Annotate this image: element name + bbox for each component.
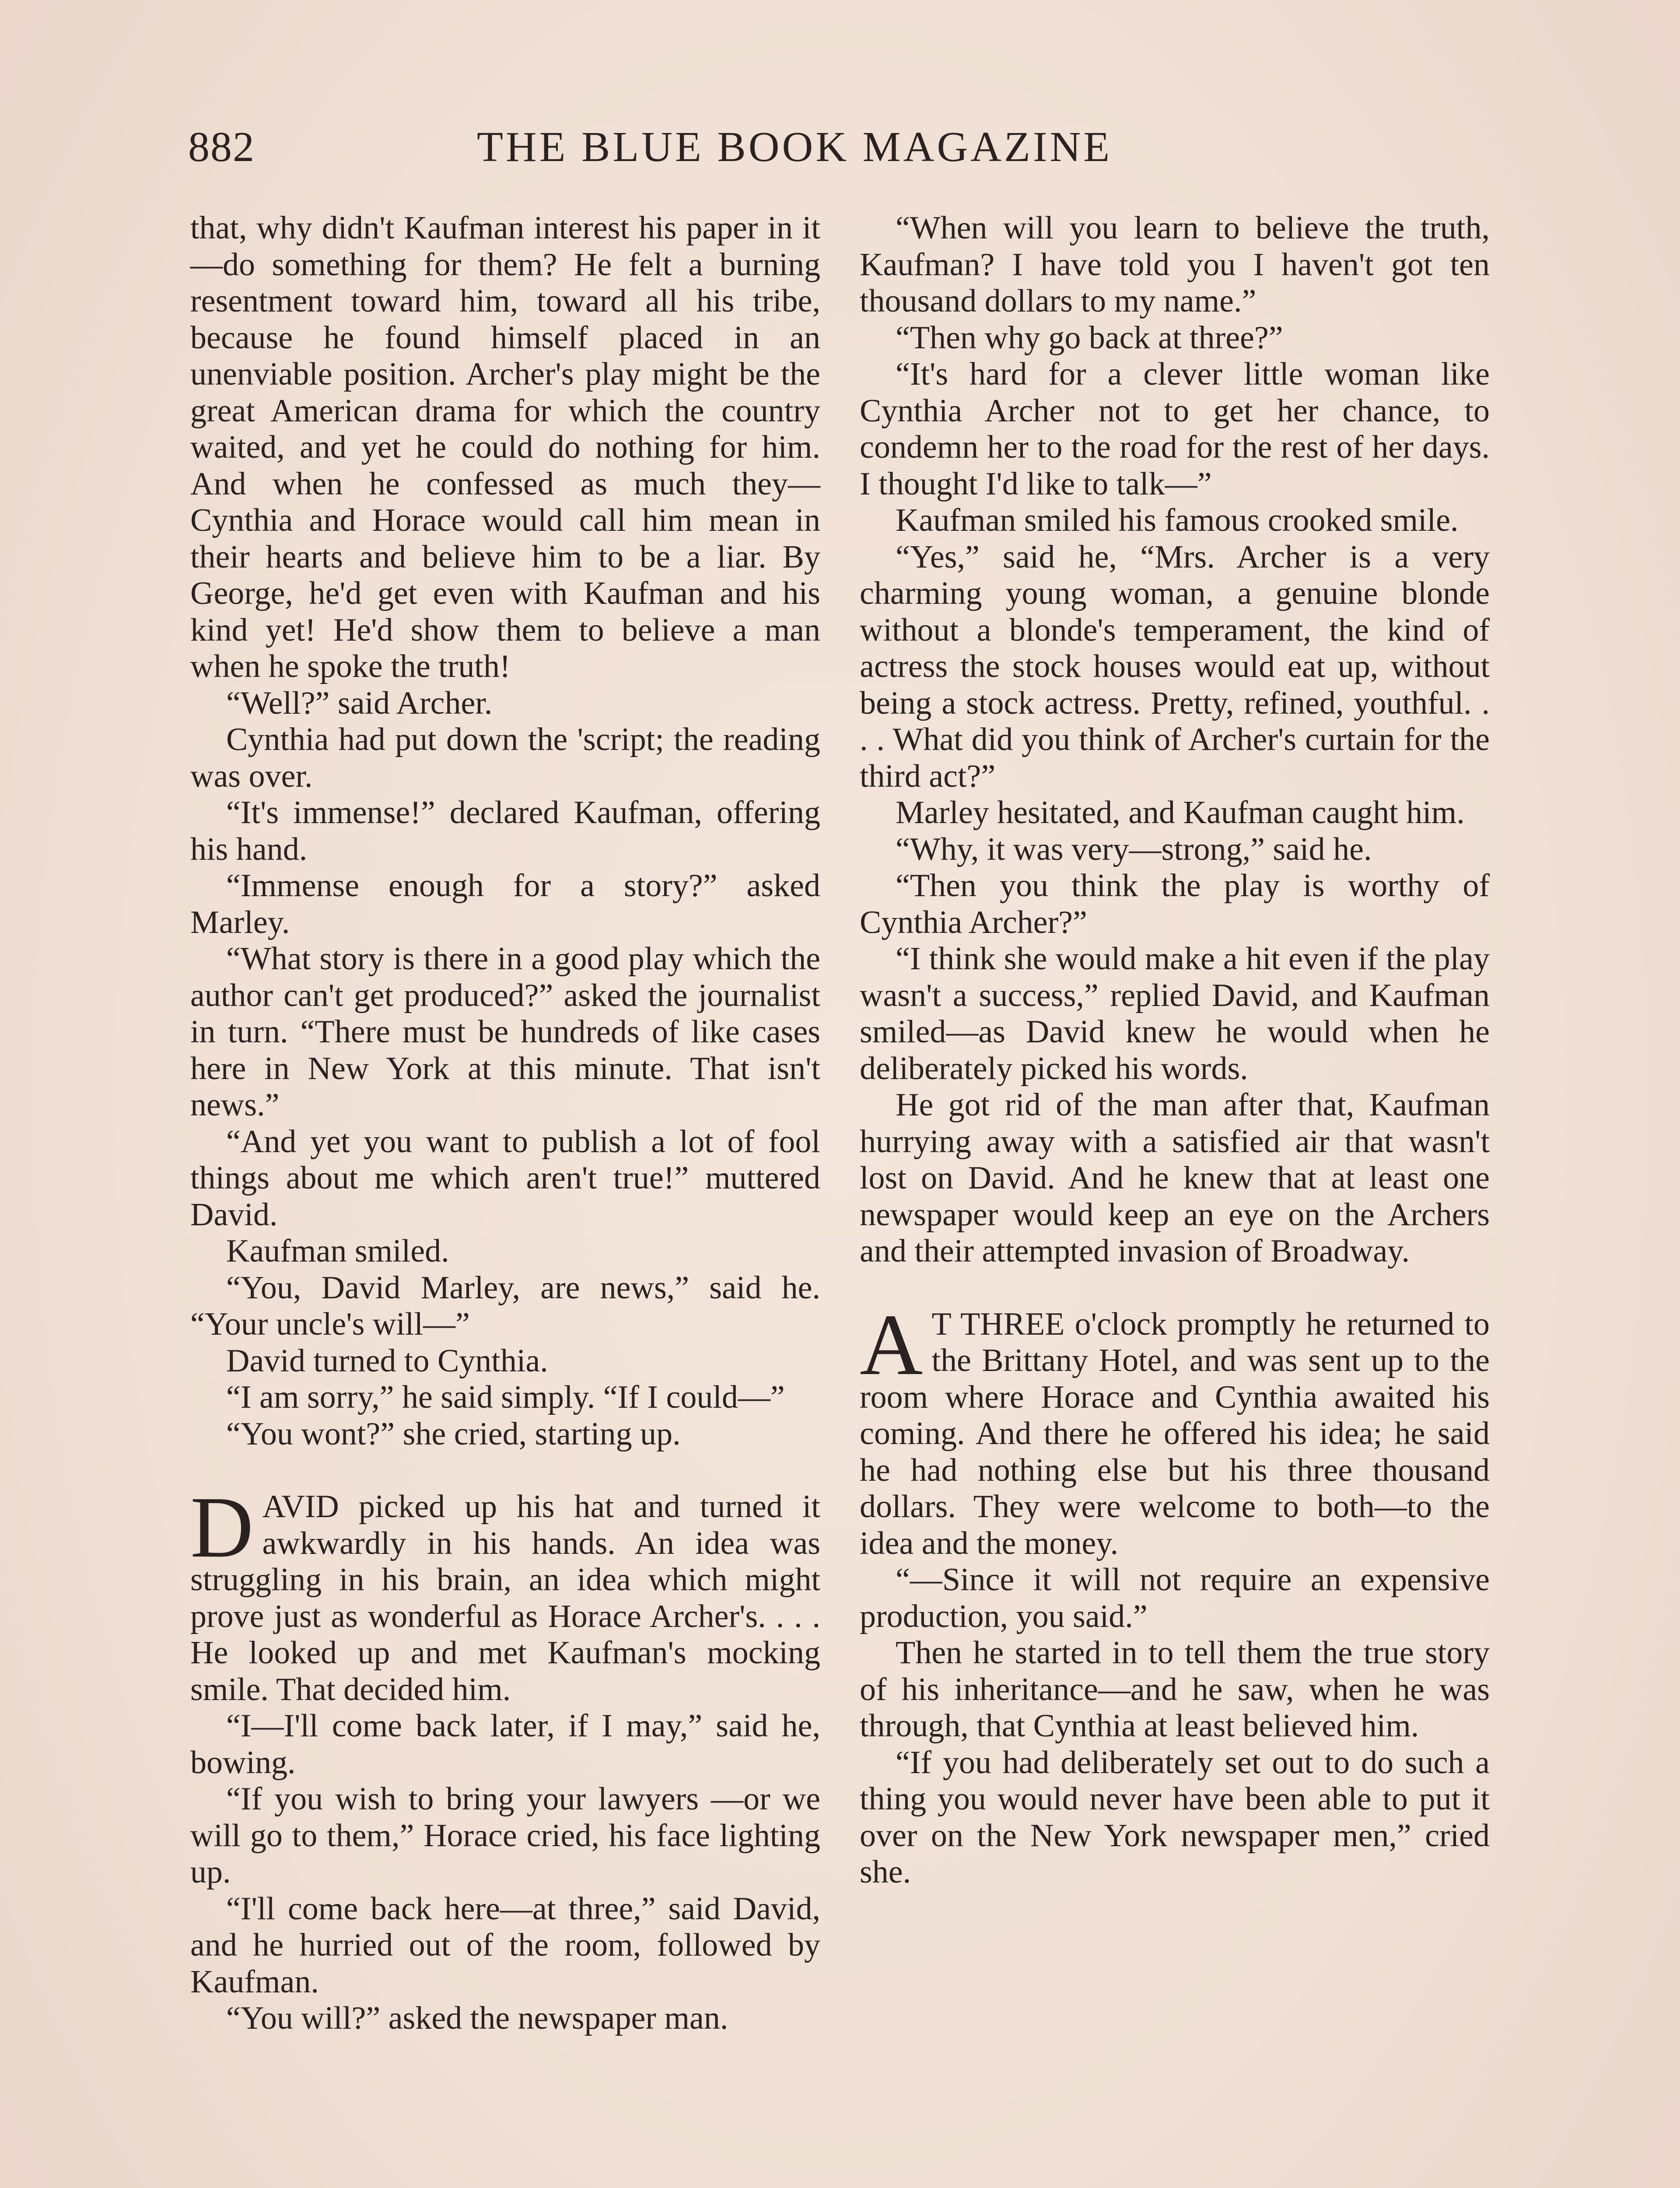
paragraph: “Then why go back at three?”: [896, 319, 1283, 356]
paragraph: Cynthia had put down the 'script; the reading was over.: [190, 722, 820, 794]
paragraph: “Then you think the play is worthy of Cynthia Archer?”: [860, 868, 1490, 940]
paragraph: “You, David Marley, are news,” said he. “Your uncle's will—”: [190, 1269, 820, 1342]
running-head: THE BLUE BOOK MAGAZINE: [477, 123, 1113, 171]
paragraph: “I'll come back here—at three,” said David, and he hurried out of the room, followed by Kaufman.: [190, 1890, 820, 2000]
paragraph: that, why didn't Kaufman interest his paper in it—do something for them? He felt a burning resentment toward him, toward all his tribe, because he found himself placed in an unenviable position. Archer's play might be the great American drama for which the country waited, and yet he could do nothing for him. And when he confessed as much they— Cynthia and Horace would call him mean in their hearts and believe him to be a liar. By George, he'd get even with Kaufman and his kind yet! He'd show them to believe a man when he spoke the truth!: [190, 210, 820, 684]
paragraph: “If you wish to bring your lawyers —or we will go to them,” Horace cried, his face lighting up.: [190, 1781, 820, 1890]
section-paragraph: [860, 1296, 1490, 1562]
paragraph: “I—I'll come back later, if I may,” said he, bowing.: [190, 1708, 820, 1781]
paragraph: He got rid of the man after that, Kaufman hurrying away with a satisfied air that wasn't lost on David. And he knew that at least one newspaper would keep an eye on the Archers and their attempted invasion of Broadway.: [860, 1087, 1490, 1269]
drop-cap: A: [860, 1296, 923, 1393]
paragraph: Then he started in to tell them the true story of his inheritance—and he saw, when he was through, that Cynthia at least believed him.: [860, 1635, 1490, 1744]
paragraph: “Yes,” said he, “Mrs. Archer is a very charming young woman, a genuine blonde without a blonde's temperament, the kind of actress the stock houses would eat up, without being a stock actress. Pretty, refined, youthful. . . . What did you think of Archer's curtain for the third act?”: [860, 539, 1490, 794]
paragraph: “It's immense!” declared Kaufman, offering his hand.: [190, 795, 820, 867]
paragraph: David turned to Cynthia.: [226, 1343, 548, 1379]
section-text: AVID picked up his hat and turned it awkwardly in his hands. An idea was struggling in his brain, an idea which might prove just as wonderful as Horace Archer's. . . . He looked up and met Kaufman's mocking smile. That decided him.: [190, 1489, 820, 1708]
paragraph: “And yet you want to publish a lot of fool things about me which aren't true!” muttered David.: [190, 1123, 820, 1233]
paragraph: “When will you learn to believe the truth, Kaufman? I have told you I haven't got ten thousand dollars to my name.”: [860, 210, 1490, 319]
paragraph: Kaufman smiled.: [226, 1233, 449, 1269]
section-text: T THREE o'clock promptly he returned to the Brittany Hotel, and was sent up to the room where Horace and Cynthia awaited his coming. And there he offered his idea; he said he had nothing else but his three thousand dollars. They were welcome to both—to the idea and the money.: [860, 1306, 1490, 1561]
page-header: [188, 118, 1212, 184]
paragraph: “You wont?” she cried, starting up.: [226, 1416, 681, 1452]
drop-cap: D: [190, 1479, 254, 1576]
left-column: [190, 210, 820, 2037]
paragraph: Kaufman smiled his famous crooked smile.: [896, 502, 1459, 538]
paragraph: “You will?” asked the newspaper man.: [226, 2000, 728, 2036]
paragraph: “Well?” said Archer.: [226, 685, 493, 721]
paragraph: “What story is there in a good play which the author can't get produced?” asked the journalist in turn. “There must be hundreds of like cases here in New York at this minute. That isn't news.”: [190, 941, 820, 1123]
paragraph: “—Since it will not require an expensive production, you said.”: [860, 1562, 1490, 1634]
paragraph: “I am sorry,” he said simply. “If I could—”: [226, 1379, 785, 1415]
right-column: [860, 210, 1490, 1891]
paragraph: “Immense enough for a story?” asked Marley.: [190, 868, 820, 940]
paragraph: “I think she would make a hit even if the play wasn't a success,” replied David, and Kaufman smiled—as David knew he would when he deliberately picked his words.: [860, 941, 1490, 1087]
paragraph: “It's hard for a clever little woman like Cynthia Archer not to get her chance, to condemn her to the road for the rest of her days. I thought I'd like to talk—”: [860, 356, 1490, 502]
paragraph: “Why, it was very—strong,” said he.: [896, 831, 1372, 867]
paragraph: “If you had deliberately set out to do such a thing you would never have been able to put it over on the New York newspaper men,” cried she.: [860, 1744, 1490, 1890]
page-number: 882: [188, 123, 255, 171]
section-paragraph: [190, 1479, 820, 1708]
paragraph: Marley hesitated, and Kaufman caught him.: [896, 795, 1465, 831]
